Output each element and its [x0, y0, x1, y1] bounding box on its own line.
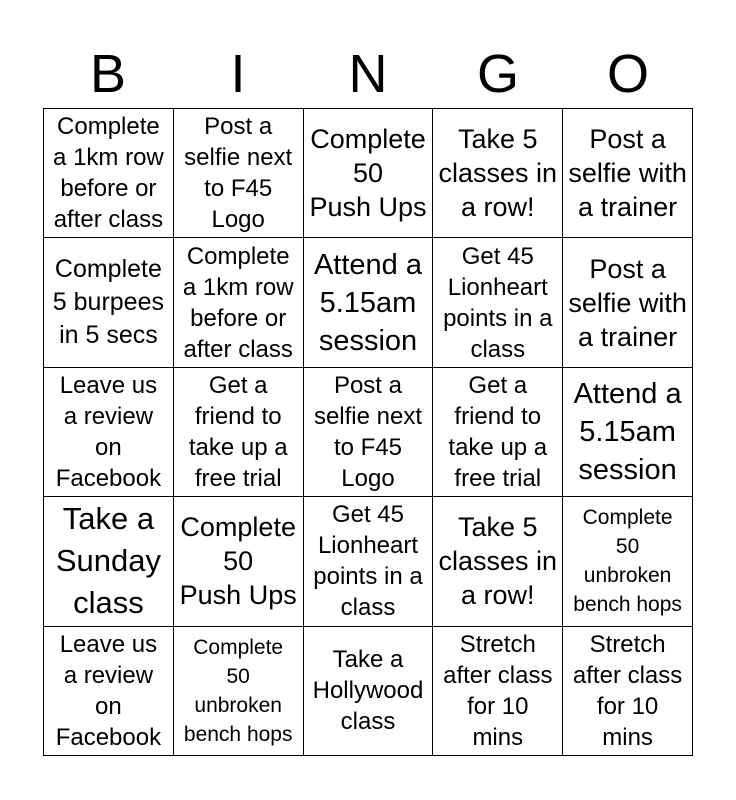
bingo-cell[interactable] — [304, 368, 434, 497]
bingo-cell[interactable] — [563, 497, 693, 626]
bingo-cell[interactable] — [174, 627, 304, 756]
header-letter-b: B — [89, 44, 127, 104]
cell-text: Complete a 1km row before or after class — [182, 242, 294, 363]
bingo-cell[interactable] — [304, 109, 434, 238]
cell-text: Post a selfie next to F45 Logo — [184, 113, 293, 234]
bingo-cell[interactable] — [433, 497, 563, 626]
cell-text: Complete 50 Push Ups — [179, 512, 297, 611]
cell-text: Complete 50 Push Ups — [309, 124, 427, 223]
header-letter-o: O — [606, 44, 649, 104]
cell-text: Complete 5 burpees in 5 secs — [52, 255, 164, 350]
cell-text: Stretch after class for 10 mins — [572, 630, 683, 751]
header-letter-i: I — [230, 44, 246, 104]
cell-text: Leave us a review on Facebook — [55, 630, 162, 751]
cell-text: Complete 50 unbroken bench hops — [573, 506, 682, 617]
bingo-cell[interactable] — [433, 238, 563, 367]
header-letter-n: N — [348, 44, 388, 104]
cell-text: Get 45 Lionheart points in a class — [313, 501, 423, 622]
bingo-cell[interactable] — [174, 109, 304, 238]
bingo-cell[interactable] — [44, 497, 174, 626]
bingo-cell[interactable] — [563, 109, 693, 238]
bingo-cell[interactable] — [44, 238, 174, 367]
bingo-cell[interactable] — [174, 238, 304, 367]
bingo-cell[interactable] — [44, 627, 174, 756]
bingo-grid — [43, 108, 693, 756]
bingo-header — [43, 40, 693, 108]
cell-text: Complete 50 unbroken bench hops — [183, 635, 293, 746]
cell-text: Post a selfie next to F45 Logo — [313, 371, 423, 492]
cell-text: Get a friend to take up a free trial — [448, 371, 548, 492]
bingo-cell[interactable] — [433, 368, 563, 497]
cell-text: Post a selfie with a trainer — [568, 124, 687, 223]
bingo-cell[interactable] — [174, 497, 304, 626]
cell-text: Complete a 1km row before or after class — [53, 113, 164, 234]
cell-text: Leave us a review on Facebook — [55, 371, 162, 492]
bingo-cell[interactable] — [304, 497, 434, 626]
cell-text: Take a Hollywood class — [312, 646, 424, 736]
cell-text: Attend a 5.15am session — [573, 377, 682, 486]
bingo-cell[interactable] — [304, 627, 434, 756]
cell-text: Take 5 classes in a row! — [438, 512, 558, 611]
cell-text: Take a Sunday class — [55, 501, 161, 621]
bingo-cell[interactable] — [44, 368, 174, 497]
bingo-cell[interactable] — [563, 627, 693, 756]
cell-text: Stretch after class for 10 mins — [443, 630, 553, 751]
header-letter-g: G — [476, 44, 519, 104]
bingo-cell[interactable] — [563, 238, 693, 367]
cell-text: Attend a 5.15am session — [313, 248, 422, 357]
bingo-cell[interactable] — [174, 368, 304, 497]
cell-text: Get a friend to take up a free trial — [188, 371, 288, 492]
cell-text: Get 45 Lionheart points in a class — [443, 242, 553, 363]
bingo-cell[interactable] — [433, 627, 563, 756]
cell-text: Post a selfie with a trainer — [568, 253, 687, 352]
cell-text: Take 5 classes in a row! — [438, 124, 558, 223]
bingo-cell[interactable] — [44, 109, 174, 238]
bingo-cell[interactable] — [304, 238, 434, 367]
bingo-cell[interactable] — [433, 109, 563, 238]
bingo-cell[interactable] — [563, 368, 693, 497]
